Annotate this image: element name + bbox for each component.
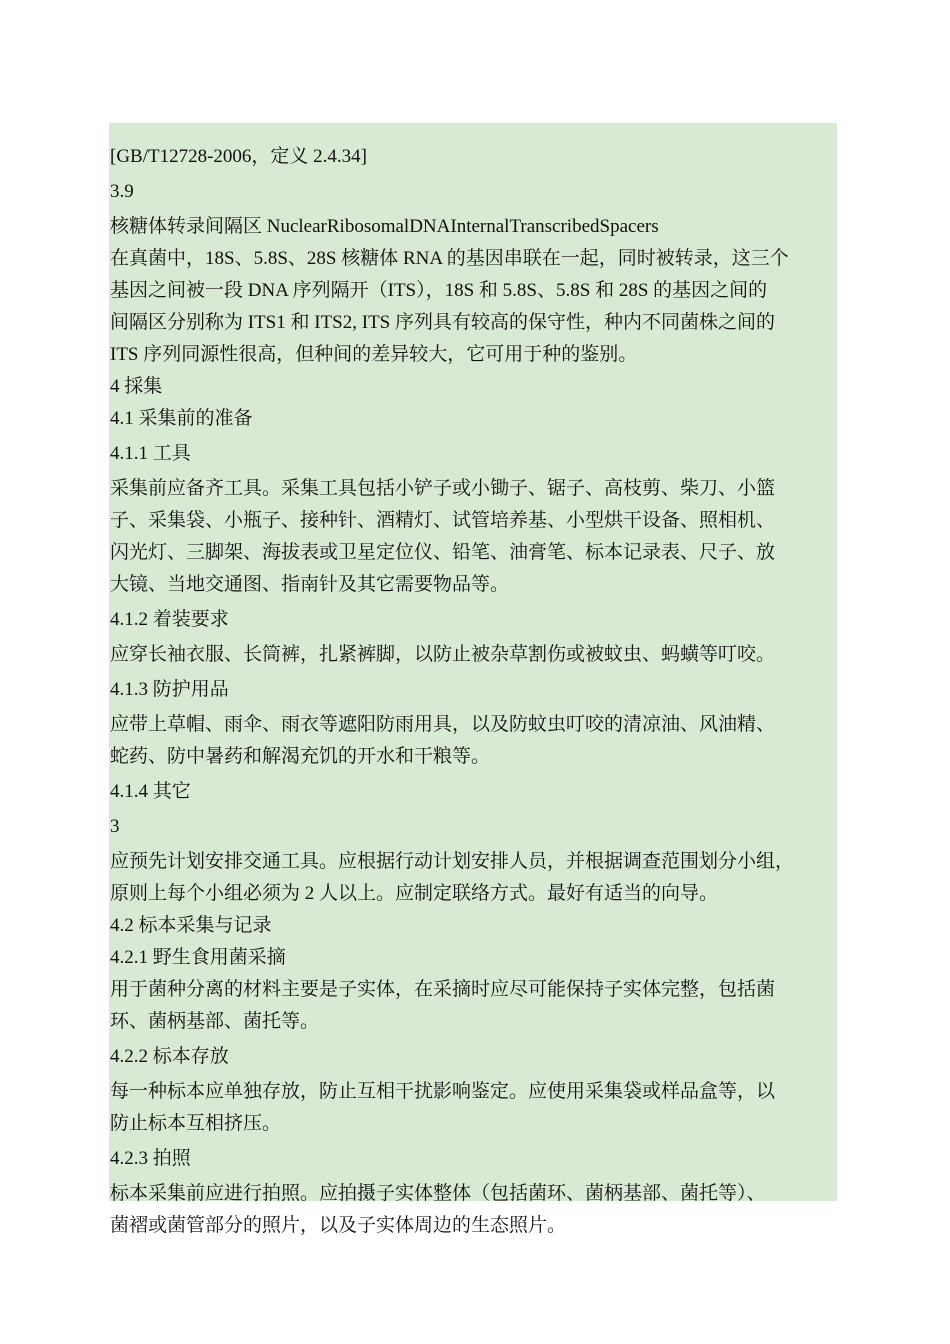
term-heading: 核糖体转录间隔区 NuclearRibosomalDNAInternalTranscribedSpacers xyxy=(110,216,659,237)
paragraph-line: 应带上草帽、雨伞、雨衣等遮阳防雨用具，以及防蚊虫叮咬的清凉油、风油精、 xyxy=(110,714,776,735)
section-heading: 4.1.1 工具 xyxy=(110,443,191,464)
paragraph-line: 大镜、当地交通图、指南针及其它需要物品等。 xyxy=(110,574,510,595)
paragraph-line: 采集前应备齐工具。采集工具包括小铲子或小锄子、锯子、高枝剪、柴刀、小篮 xyxy=(110,478,776,499)
paragraph-line: 间隔区分别称为 ITS1 和 ITS2, ITS 序列具有较高的保守性，种内不同菌株之间的 xyxy=(110,312,776,333)
section-number: 3.9 xyxy=(110,181,134,202)
paragraph-line: 用于菌种分离的材料主要是子实体，在采摘时应尽可能保持子实体完整，包括菌 xyxy=(110,979,776,1000)
section-heading: 4.1 采集前的准备 xyxy=(110,408,253,429)
section-heading: 4.1.3 防护用品 xyxy=(110,679,229,700)
paragraph-line: 防止标本互相挤压。 xyxy=(110,1113,282,1134)
page-number: 3 xyxy=(110,816,120,837)
section-heading: 4.2 标本采集与记录 xyxy=(110,915,272,936)
paragraph-line: 基因之间被一段 DNA 序列隔开（ITS），18S 和 5.8S、5.8S 和 28S 的基因之间的 xyxy=(110,280,768,301)
paragraph-line: 应穿长袖衣服、长筒裤，扎紧裤脚，以防止被杂草割伤或被蚊虫、蚂蟥等叮咬。 xyxy=(110,644,776,665)
section-heading: 4.1.4 其它 xyxy=(110,781,191,802)
section-heading: 4.2.2 标本存放 xyxy=(110,1046,229,1067)
section-heading: 4.2.3 拍照 xyxy=(110,1148,191,1169)
section-heading: 4.2.1 野生食用菌采摘 xyxy=(110,947,286,968)
paragraph-line: 在真菌中，18S、5.8S、28S 核糖体 RNA 的基因串联在一起，同时被转录，这三个 xyxy=(110,248,789,269)
paragraph-line: 标本采集前应进行拍照。应拍摄子实体整体（包括菌环、菌柄基部、菌托等）、 xyxy=(110,1183,766,1204)
paragraph-line: 菌褶或菌管部分的照片，以及子实体周边的生态照片。 xyxy=(110,1215,567,1236)
section-heading: 4 採集 xyxy=(110,376,163,397)
citation-line: [GB/T12728-2006，定义 2.4.34] xyxy=(110,146,368,167)
paragraph-line: 子、采集袋、小瓶子、接种针、酒精灯、试管培养基、小型烘干设备、照相机、 xyxy=(110,510,776,531)
paragraph-line: 环、菌柄基部、菌托等。 xyxy=(110,1011,320,1032)
paragraph-line: 闪光灯、三脚架、海拔表或卫星定位仪、铅笔、油膏笔、标本记录表、尺子、放 xyxy=(110,542,776,563)
document-text-block xyxy=(109,123,837,1236)
paragraph-line: 原则上每个小组必须为 2 人以上。应制定联络方式。最好有适当的向导。 xyxy=(110,883,719,904)
section-heading: 4.1.2 着装要求 xyxy=(110,609,229,630)
paragraph-line: 每一种标本应单独存放，防止互相干扰影响鉴定。应使用采集袋或样品盒等，以 xyxy=(110,1081,776,1102)
paragraph-line: 蛇药、防中暑药和解渴充饥的开水和干粮等。 xyxy=(110,746,491,767)
paragraph-line: ITS 序列同源性很高，但种间的差异较大，它可用于种的鉴别。 xyxy=(110,344,638,365)
paragraph-line: 应预先计划安排交通工具。应根据行动计划安排人员，并根据调查范围划分小组， xyxy=(110,851,795,872)
